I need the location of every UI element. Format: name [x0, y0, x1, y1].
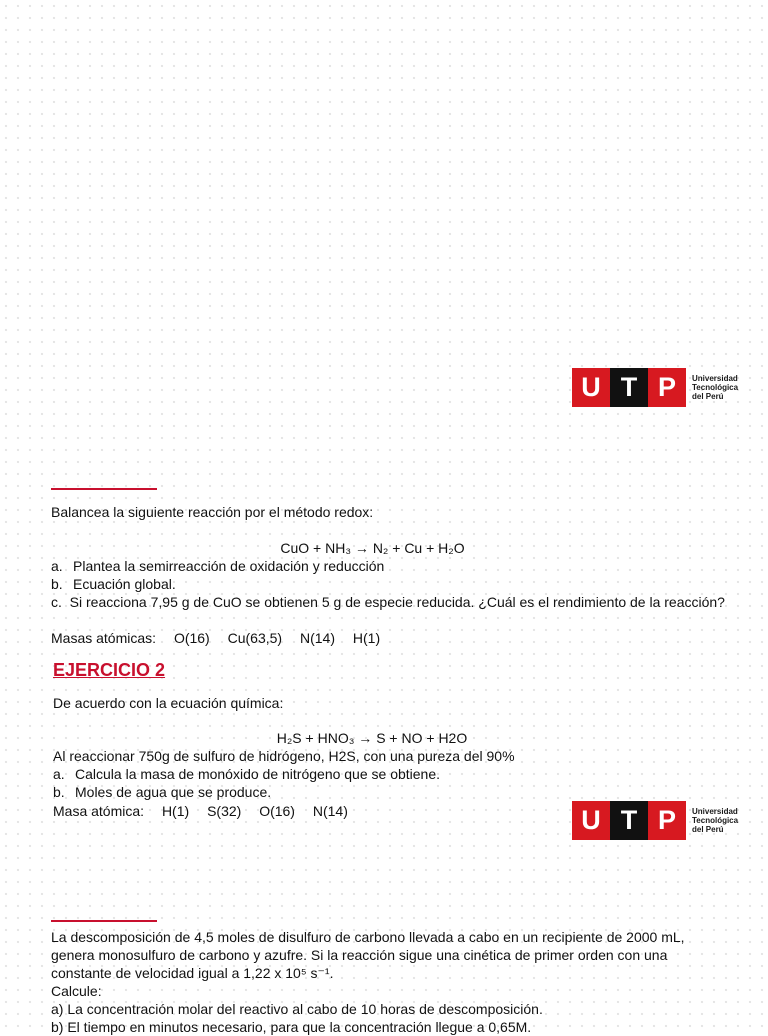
exercise2-heading: EJERCICIO 2 [53, 660, 166, 680]
exercise1-atomic-masses: Masas atómicas: O(16) Cu(63,5) N(14) H(1) [51, 630, 381, 646]
exercise1-item-c: c. Si reacciona 7,95 g de CuO se obtienen 5 g de especie reducida. ¿Cuál es el rendimiento de la reacción? [51, 594, 725, 610]
exercise3-calc-label: Calcule: [51, 983, 102, 999]
utp-logo-mark [572, 368, 686, 407]
exercise1-instruction: Balancea la siguiente reacción por el método redox: [51, 504, 374, 520]
exercise3-item-b: b) El tiempo en minutos necesario, para que la concentración llegue a 0,65M. [51, 1019, 532, 1035]
exercise1-item-b: b. Ecuación global. [51, 576, 176, 592]
logo-university-name: Universidad Tecnológica del Perú [692, 374, 739, 401]
exercise1-item-a: a. Plantea la semirreacción de oxidación y reducción [51, 558, 385, 574]
utp-logo-mark [572, 801, 686, 840]
logo-letter-u: U [581, 805, 601, 835]
section-divider [51, 488, 157, 490]
section-divider-2 [51, 920, 157, 922]
logo-letter-u: U [581, 372, 601, 402]
exercise2-equation: H₂S + HNO₃ → S + NO + H2O [276, 730, 468, 746]
logo-letter-t: T [610, 801, 648, 840]
exercise2-statement: Al reaccionar 750g de sulfuro de hidrógeno, H2S, con una pureza del 90% [53, 748, 515, 764]
exercise2-atomic-masses: Masa atómica: H(1) S(32) O(16) N(14) [53, 803, 348, 819]
exercise2-intro: De acuerdo con la ecuación química: [53, 695, 284, 711]
logo-letter-p: P [657, 805, 676, 835]
exercise2-item-a: a. Calcula la masa de monóxido de nitrógeno que se obtiene. [53, 766, 441, 782]
exercise3-item-a: a) La concentración molar del reactivo al cabo de 10 horas de descomposición. [51, 1001, 543, 1017]
logo-letter-p: P [657, 372, 676, 402]
logo-university-name: Universidad Tecnológica del Perú [692, 807, 739, 834]
utp-logo-2 [572, 801, 738, 840]
exercise1-equation: CuO + NH₃ → N₂ + Cu + H₂O [280, 540, 465, 556]
logo-letter-t: T [610, 368, 648, 407]
exercise2-item-b: b. Moles de agua que se produce. [53, 784, 272, 800]
exercise3-paragraph: La descomposición de 4,5 moles de disulfuro de carbono llevada a cabo en un recipiente de 2000 mL, genera monosulfuro de carbono y azufre. Si la reacción sigue una cinética de primer orden con una constante de velocidad igual a 1,22 x 10⁵ s⁻¹. [51, 929, 685, 981]
utp-logo [572, 368, 738, 407]
